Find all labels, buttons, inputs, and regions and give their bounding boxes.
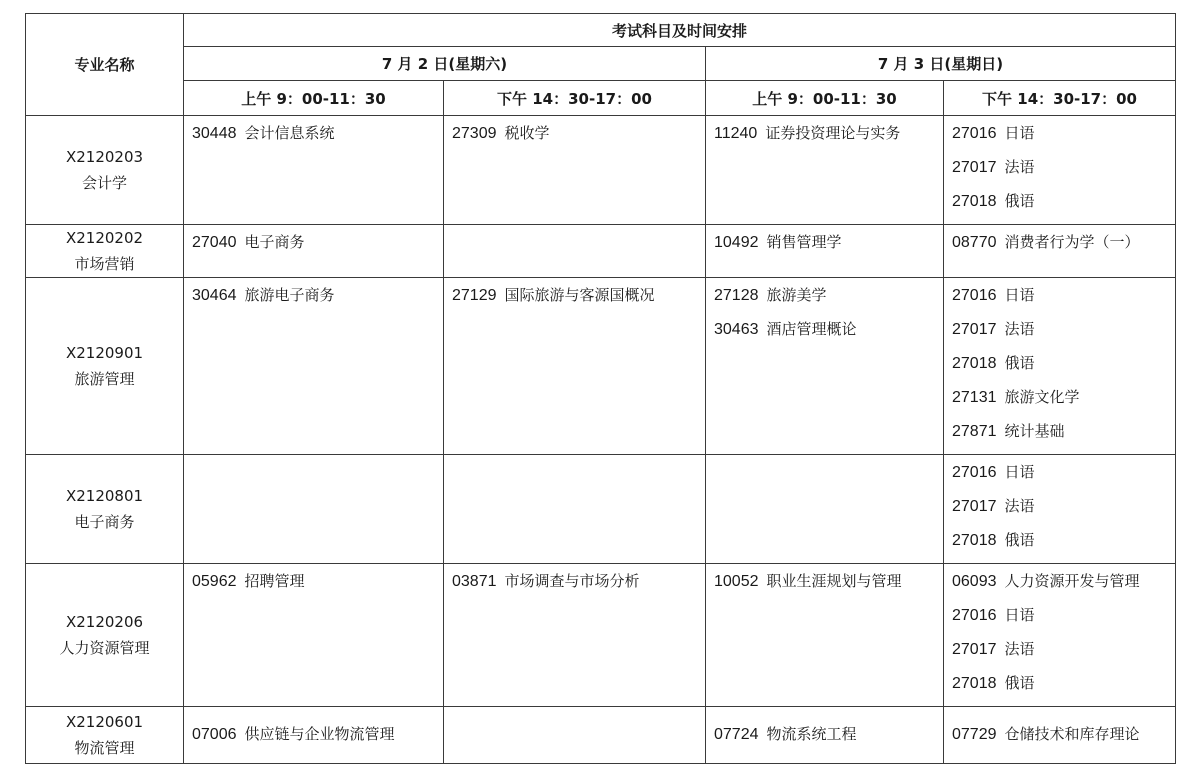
course-name: 日语 xyxy=(1004,463,1035,481)
major-column-header: 专业名称 xyxy=(26,14,184,116)
major-code: X2120801 xyxy=(65,487,144,505)
session-cell xyxy=(944,116,1176,225)
course-item xyxy=(452,570,699,604)
course-code: 08770 xyxy=(952,234,997,251)
course-item xyxy=(952,638,1169,672)
table-row xyxy=(26,564,1176,707)
major-name: 旅游管理 xyxy=(74,370,135,388)
course-code: 27018 xyxy=(952,675,997,692)
course-code: 27017 xyxy=(952,641,997,658)
major-cell xyxy=(26,116,184,225)
course-code: 27871 xyxy=(952,423,997,440)
course-item xyxy=(952,352,1169,386)
session-cell xyxy=(184,564,444,707)
course-code: 05962 xyxy=(192,573,237,590)
course-item xyxy=(714,570,937,604)
course-item xyxy=(952,284,1169,318)
session-cell xyxy=(944,564,1176,707)
major-cell xyxy=(26,278,184,455)
course-name: 旅游美学 xyxy=(766,286,827,304)
session-cell xyxy=(184,116,444,225)
major-name: 市场营销 xyxy=(74,255,135,273)
major-code: X2120202 xyxy=(65,229,144,247)
course-name: 俄语 xyxy=(1004,354,1035,372)
major-cell xyxy=(26,455,184,564)
course-item xyxy=(952,156,1169,190)
course-item xyxy=(714,723,937,747)
session-cell xyxy=(444,116,706,225)
course-item xyxy=(952,190,1169,224)
course-item xyxy=(952,529,1169,563)
course-name: 法语 xyxy=(1004,320,1035,338)
major-name: 物流管理 xyxy=(74,739,135,757)
course-item xyxy=(952,386,1169,420)
course-name: 统计基础 xyxy=(1004,422,1065,440)
course-code: 30463 xyxy=(714,321,759,338)
table-row xyxy=(26,455,1176,564)
course-code: 11240 xyxy=(714,125,758,142)
course-name: 仓储技术和库存理论 xyxy=(1004,725,1140,743)
course-item xyxy=(452,122,699,156)
course-item xyxy=(952,318,1169,352)
session-cell xyxy=(706,455,944,564)
session-cell xyxy=(944,278,1176,455)
course-name: 税收学 xyxy=(504,124,550,142)
session-cell xyxy=(706,278,944,455)
session-cell xyxy=(444,564,706,707)
course-item xyxy=(952,570,1169,604)
exam-schedule-table xyxy=(25,13,1176,764)
course-code: 03871 xyxy=(452,573,497,590)
session-cell xyxy=(706,225,944,278)
major-cell xyxy=(26,564,184,707)
session-header: 上午 9：00-11：30 xyxy=(706,81,944,116)
course-code: 27016 xyxy=(952,125,997,142)
course-name: 法语 xyxy=(1004,158,1035,176)
table-row xyxy=(26,278,1176,455)
session-cell xyxy=(184,455,444,564)
course-code: 27129 xyxy=(452,287,497,304)
session-cell xyxy=(444,707,706,764)
session-cell xyxy=(944,707,1176,764)
course-name: 旅游文化学 xyxy=(1004,388,1080,406)
course-name: 俄语 xyxy=(1004,674,1035,692)
course-item xyxy=(192,723,437,747)
major-cell xyxy=(26,707,184,764)
session-cell xyxy=(444,455,706,564)
major-name: 会计学 xyxy=(81,174,127,192)
course-name: 物流系统工程 xyxy=(766,725,857,743)
major-code: X2120901 xyxy=(65,344,144,362)
course-code: 27018 xyxy=(952,532,997,549)
course-item xyxy=(192,231,437,265)
course-name: 旅游电子商务 xyxy=(244,286,335,304)
schedule-body xyxy=(26,116,1176,764)
course-code: 07724 xyxy=(714,726,759,743)
course-code: 27309 xyxy=(452,125,497,142)
session-cell xyxy=(944,225,1176,278)
course-code: 10052 xyxy=(714,573,759,590)
course-name: 招聘管理 xyxy=(244,572,305,590)
course-code: 27017 xyxy=(952,159,997,176)
course-name: 证券投资理论与实务 xyxy=(765,124,901,142)
course-name: 职业生涯规划与管理 xyxy=(766,572,902,590)
session-cell xyxy=(706,116,944,225)
course-item xyxy=(952,461,1169,495)
course-code: 30448 xyxy=(192,125,237,142)
course-name: 俄语 xyxy=(1004,531,1035,549)
course-code: 10492 xyxy=(714,234,759,251)
course-code: 27017 xyxy=(952,321,997,338)
course-item xyxy=(952,231,1169,265)
course-name: 酒店管理概论 xyxy=(766,320,857,338)
course-code: 27016 xyxy=(952,607,997,624)
course-item xyxy=(952,420,1169,454)
table-row xyxy=(26,225,1176,278)
day-header: 7 月 2 日(星期六) xyxy=(184,47,706,81)
session-cell xyxy=(706,707,944,764)
table-row xyxy=(26,116,1176,225)
session-cell xyxy=(184,278,444,455)
course-item xyxy=(714,284,937,318)
course-item xyxy=(714,231,937,265)
session-header: 下午 14：30-17：00 xyxy=(944,81,1176,116)
course-code: 27018 xyxy=(952,193,997,210)
course-code: 27128 xyxy=(714,287,759,304)
session-cell xyxy=(184,707,444,764)
course-item xyxy=(192,570,437,604)
course-code: 27131 xyxy=(952,389,997,406)
session-cell xyxy=(184,225,444,278)
course-name: 市场调查与市场分析 xyxy=(504,572,640,590)
course-item xyxy=(952,604,1169,638)
course-item xyxy=(952,122,1169,156)
course-name: 法语 xyxy=(1004,497,1035,515)
course-name: 会计信息系统 xyxy=(244,124,335,142)
major-code: X2120601 xyxy=(65,713,144,731)
course-name: 日语 xyxy=(1004,606,1035,624)
course-name: 日语 xyxy=(1004,286,1035,304)
course-item xyxy=(714,122,937,156)
schedule-title: 考试科目及时间安排 xyxy=(184,14,1176,47)
course-name: 法语 xyxy=(1004,640,1035,658)
course-item xyxy=(192,122,437,156)
course-code: 27016 xyxy=(952,287,997,304)
major-name: 人力资源管理 xyxy=(59,639,150,657)
course-name: 消费者行为学（一） xyxy=(1004,233,1140,251)
session-cell xyxy=(444,225,706,278)
major-code: X2120203 xyxy=(65,148,144,166)
course-name: 国际旅游与客源国概况 xyxy=(504,286,655,304)
course-item xyxy=(952,723,1169,747)
course-name: 销售管理学 xyxy=(766,233,842,251)
course-code: 27040 xyxy=(192,234,237,251)
major-cell xyxy=(26,225,184,278)
course-item xyxy=(452,284,699,318)
session-header: 上午 9：00-11：30 xyxy=(184,81,444,116)
course-name: 人力资源开发与管理 xyxy=(1004,572,1140,590)
course-code: 27017 xyxy=(952,498,997,515)
session-cell xyxy=(444,278,706,455)
course-name: 电子商务 xyxy=(244,233,305,251)
course-code: 27016 xyxy=(952,464,997,481)
major-code: X2120206 xyxy=(65,613,144,631)
major-name: 电子商务 xyxy=(74,513,135,531)
course-code: 27018 xyxy=(952,355,997,372)
course-item xyxy=(714,318,937,352)
course-code: 07729 xyxy=(952,726,997,743)
session-header: 下午 14：30-17：00 xyxy=(444,81,706,116)
course-name: 供应链与企业物流管理 xyxy=(244,725,395,743)
session-cell xyxy=(944,455,1176,564)
course-item xyxy=(952,495,1169,529)
course-name: 日语 xyxy=(1004,124,1035,142)
course-code: 07006 xyxy=(192,726,237,743)
course-item xyxy=(952,672,1169,706)
course-code: 30464 xyxy=(192,287,237,304)
table-row xyxy=(26,707,1176,764)
course-item xyxy=(192,284,437,318)
course-name: 俄语 xyxy=(1004,192,1035,210)
day-header: 7 月 3 日(星期日) xyxy=(706,47,1176,81)
session-cell xyxy=(706,564,944,707)
course-code: 06093 xyxy=(952,573,997,590)
